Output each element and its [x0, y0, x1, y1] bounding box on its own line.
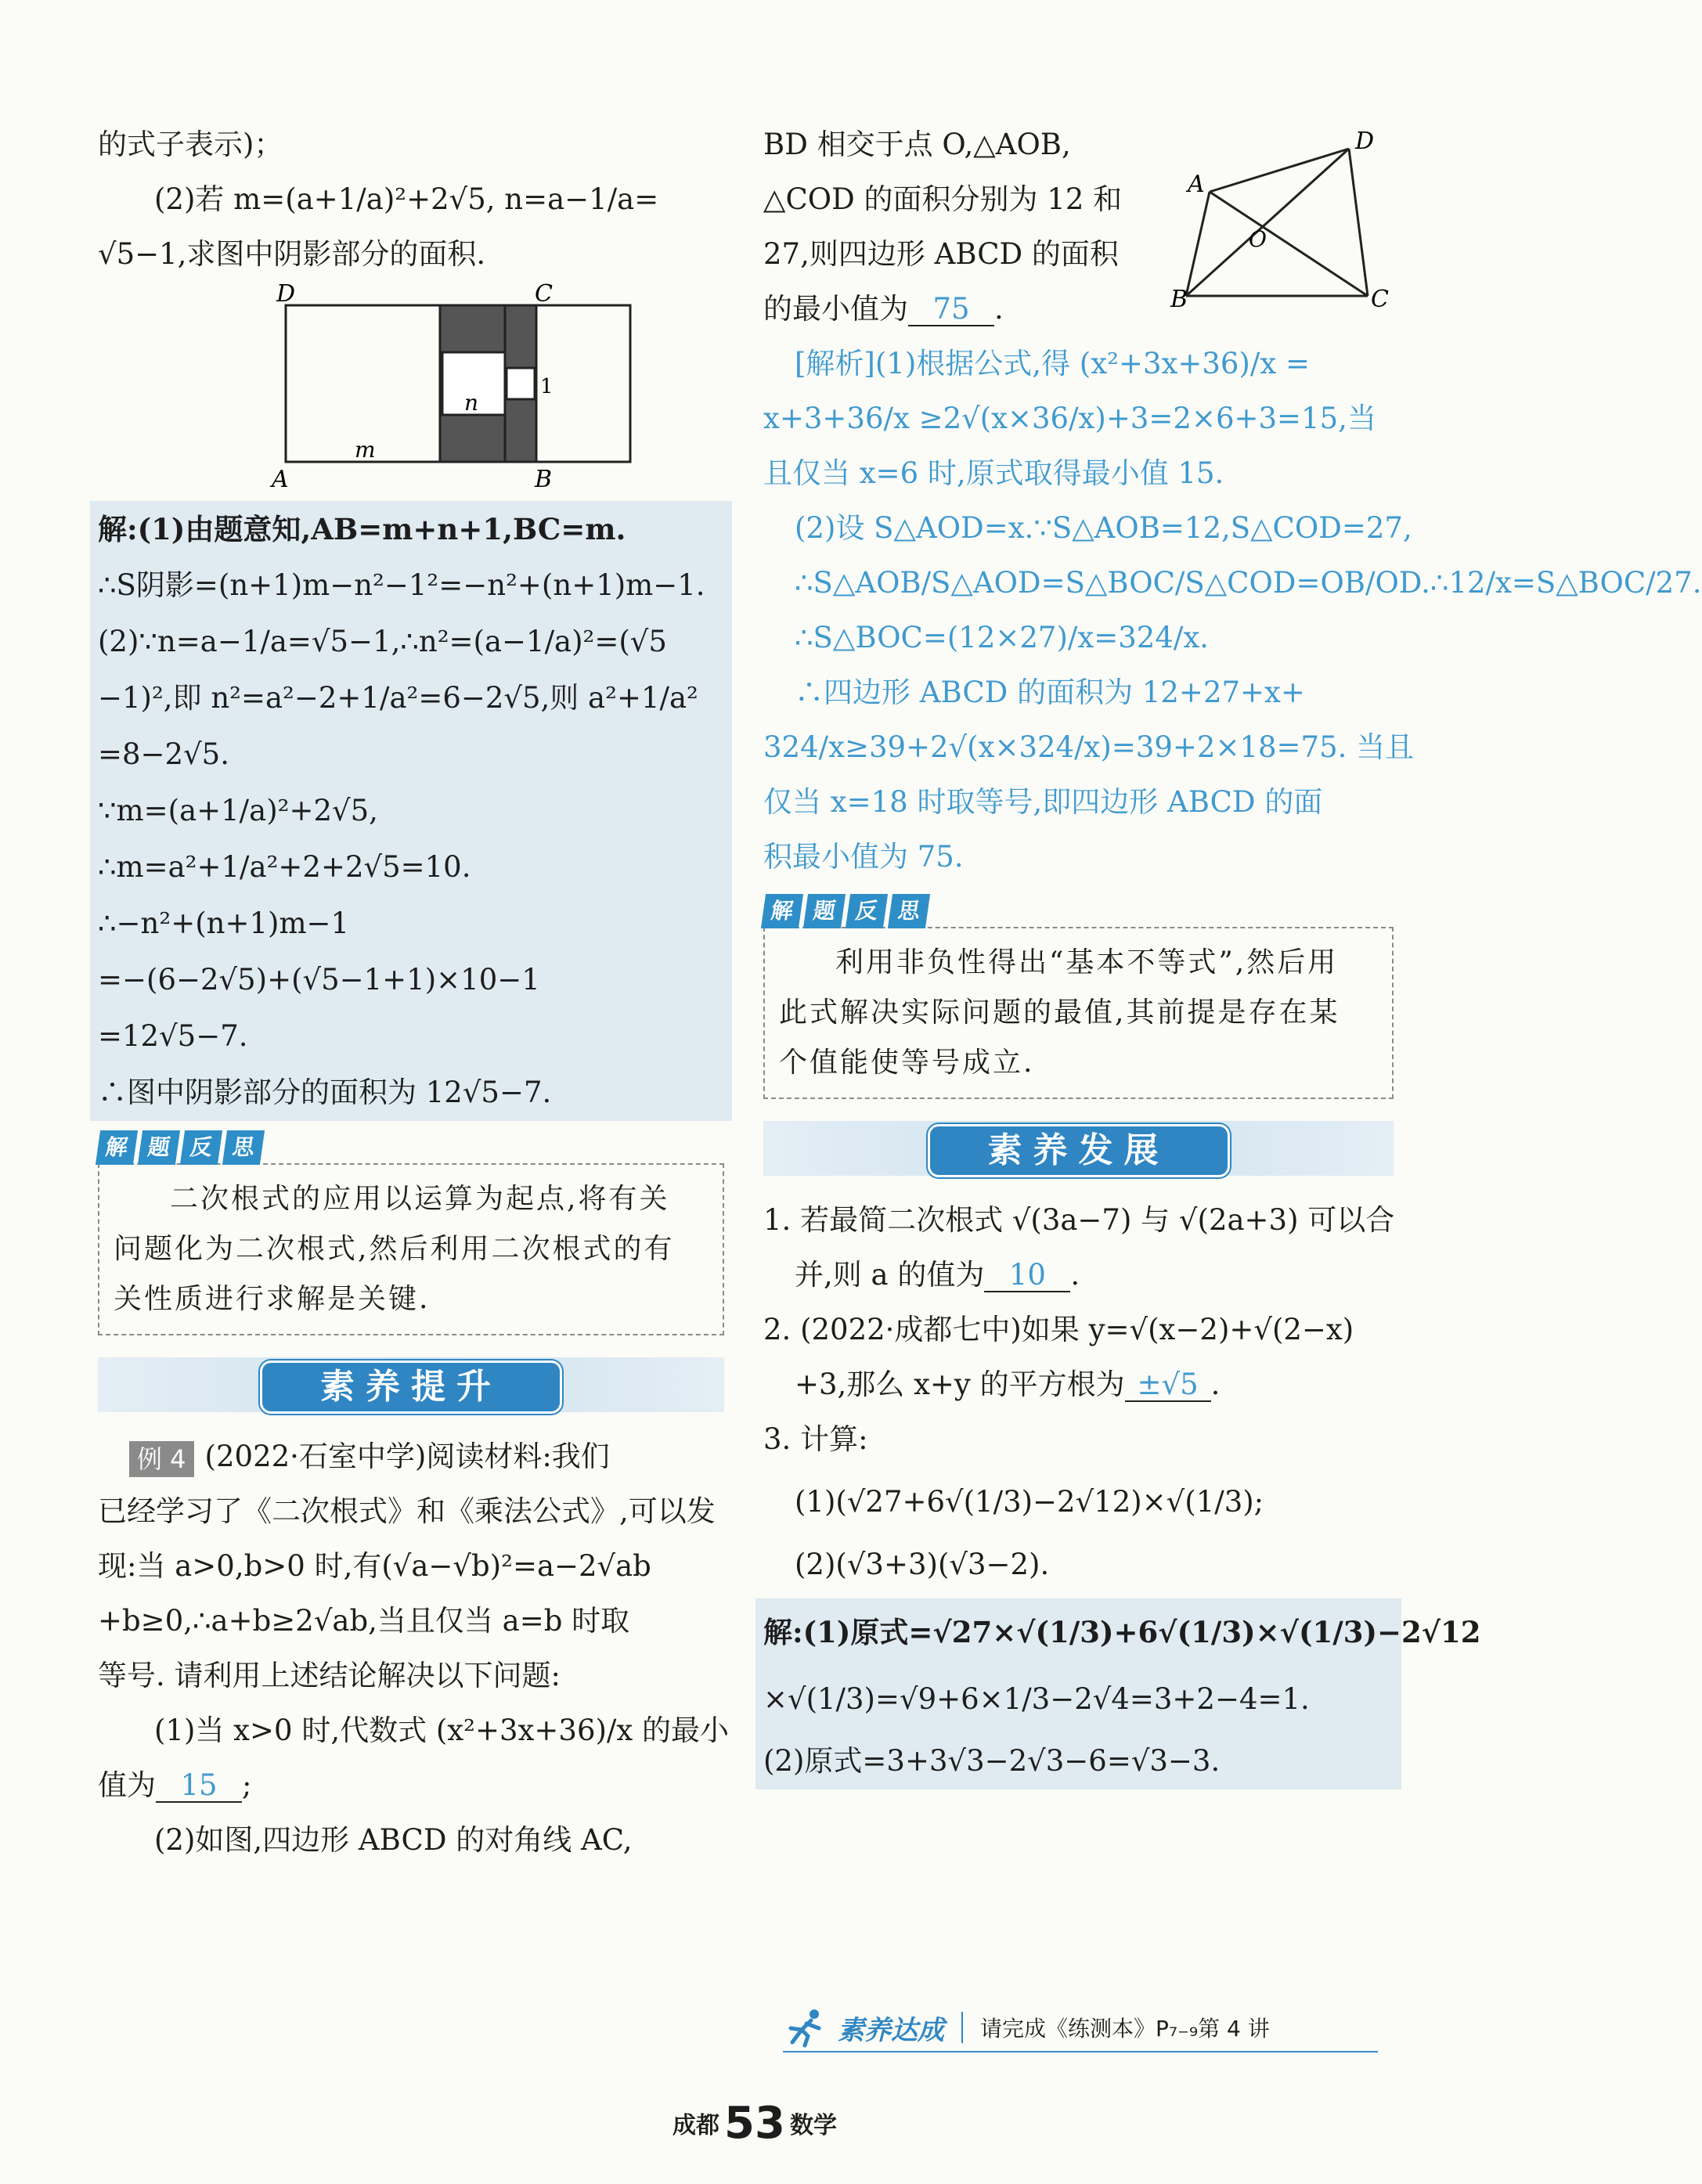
example-line: 等号. 请利用上述结论解决以下问题: [98, 1659, 561, 1692]
solution-line: (2)∵n=a−1/a=√5−1,∴n²=(a−1/a)²=(√5 [98, 625, 667, 658]
answer-prefix: 值为 [98, 1768, 156, 1802]
subject-label: 数学 [789, 2112, 837, 2139]
label-O: O [1249, 226, 1267, 252]
runner-icon [783, 2008, 830, 2047]
answer-blank: 10 [984, 1260, 1070, 1292]
answer-suffix: . [994, 292, 1004, 326]
label-n: n [464, 390, 479, 416]
solution-line: =−(6−2√5)+(√5−1+1)×10−1 [98, 963, 540, 996]
answer-prefix: +3,那么 x+y 的平方根为 [795, 1368, 1125, 1401]
label-C: C [1371, 286, 1389, 313]
solution-line: ∴m=a²+1/a²+2+2√5=10. [98, 850, 471, 884]
problem-line: 2. (2022·成都七中)如果 y=√(x−2)+√(2−x) [763, 1313, 1354, 1346]
solution-line: ×√(1/3)=√9+6×1/3−2√4=3+2−4=1. [763, 1682, 1310, 1716]
label-m: m [355, 437, 376, 463]
analysis-line: 仅当 x=18 时取等号,即四边形 ABCD 的面 [763, 785, 1323, 819]
solution-line: ∴S阴影=(n+1)m−n²−1²=−n²+(n+1)m−1. [98, 568, 705, 602]
problem-line: 3. 计算: [763, 1422, 868, 1456]
label-B: B [535, 466, 553, 493]
answer-prefix: 并,则 a 的值为 [795, 1258, 985, 1292]
heading-char: 题 [138, 1130, 180, 1165]
page-number: 53 [724, 2098, 785, 2149]
section-banner [763, 1121, 1394, 1176]
analysis-line: x+3+36/x ≥2√(x×36/x)+3=2×6+3=15,当 [763, 402, 1376, 435]
reflection-line: 关性质进行求解是关键. [114, 1283, 431, 1315]
example-tag: 例 4 [129, 1441, 194, 1477]
reflection-line: 问题化为二次根式,然后利用二次根式的有 [114, 1233, 675, 1265]
left-column [98, 117, 730, 1868]
solution-line: (2)原式=3+3√3−2√3−6=√3−3. [763, 1744, 1221, 1778]
banner-title: 素养提升 [260, 1360, 562, 1414]
heading-char: 思 [222, 1130, 265, 1165]
reflection-box [763, 927, 1394, 1099]
text-line: √5−1,求图中阴影部分的面积. [98, 237, 486, 271]
solution-block [755, 1598, 1481, 1789]
label-A: A [1188, 171, 1205, 198]
solution-line: ∴图中阴影部分的面积为 12√5−7. [98, 1076, 552, 1109]
solution-line: =12√5−7. [98, 1019, 248, 1053]
heading-char: 解 [96, 1130, 138, 1165]
analysis-line: 且仅当 x=6 时,原式取得最小值 15. [763, 456, 1224, 490]
heading-char: 解 [761, 894, 803, 928]
label-1: 1 [540, 375, 554, 398]
footer-text: 请完成《练测本》P₇₋₉第 4 讲 [980, 2016, 1270, 2042]
analysis-block [763, 337, 1702, 885]
footer-bar [783, 2004, 1378, 2052]
analysis-line: ∴四边形 ABCD 的面积为 12+27+x+ [795, 676, 1305, 709]
rectangle-figure [98, 282, 724, 501]
text-line: (2)若 m=(a+1/a)²+2√5, n=a−1/a= [154, 182, 659, 216]
answer-prefix: 的最小值为 [763, 292, 908, 326]
answer-suffix: . [1210, 1368, 1221, 1401]
answer-suffix: . [1070, 1258, 1080, 1292]
answer-blank: ±√5 [1125, 1369, 1211, 1402]
problem-line: (2)(√3+3)(√3−2). [795, 1548, 1050, 1581]
right-column [763, 117, 1702, 1789]
example-line: +b≥0,∴a+b≥2√ab,当且仅当 a=b 时取 [98, 1604, 630, 1638]
example-line: (2)如图,四边形 ABCD 的对角线 AC, [154, 1823, 633, 1857]
label-A: A [272, 466, 289, 493]
rectangle-diagram [98, 282, 724, 501]
solution-line: 解:(1)由题意知,AB=m+n+1,BC=m. [98, 512, 626, 546]
quadrilateral-diagram [1170, 117, 1390, 321]
analysis-line: 积最小值为 75. [763, 840, 964, 874]
label-B: B [1170, 286, 1188, 313]
solution-line: ∵m=(a+1/a)²+2√5, [98, 794, 378, 827]
reflection-heading [98, 1130, 724, 1165]
problem-line: (1)(√27+6√(1/3)−2√12)×√(1/3); [795, 1485, 1264, 1519]
reflection-box [98, 1163, 724, 1335]
analysis-line: ∴S△AOB/S△AOD=S△BOC/S△COD=OB/OD.∴12/x=S△BOC/27. [795, 566, 1702, 600]
reflection-heading [763, 894, 1394, 928]
section-banner [98, 1357, 724, 1412]
example-line: 现:当 a>0,b>0 时,有(√a−√b)²=a−2√ab [98, 1549, 651, 1583]
solution-line: =8−2√5. [98, 737, 229, 771]
example-line: (1)当 x>0 时,代数式 (x²+3x+36)/x 的最小 [154, 1714, 730, 1747]
heading-char: 思 [888, 894, 930, 928]
example-line: 已经学习了《二次根式》和《乘法公式》,可以发 [98, 1494, 716, 1528]
answer-line [763, 1248, 1394, 1303]
example-line [98, 1429, 724, 1484]
heading-char: 题 [803, 894, 846, 928]
heading-char: 反 [180, 1130, 222, 1165]
label-C: C [535, 280, 553, 308]
footer-brand: 素养达成 [838, 2014, 944, 2046]
solution-line: 解:(1)原式=√27×√(1/3)+6√(1/3)×√(1/3)−2√12 [763, 1615, 1481, 1649]
example-text: (2022·石室中学)阅读材料:我们 [204, 1440, 610, 1473]
footer-divider [961, 2012, 963, 2043]
label-D: D [276, 280, 296, 308]
analysis-line: (2)设 S△AOD=x.∵S△AOB=12,S△COD=27, [795, 511, 1412, 545]
text-line: △COD 的面积分别为 12 和 [763, 182, 1123, 216]
analysis-line: [解析](1)根据公式,得 (x²+3x+36)/x = [795, 347, 1310, 380]
reflection-line: 个值能使等号成立. [779, 1047, 1035, 1079]
reflection-line: 利用非负性得出“基本不等式”,然后用 [835, 946, 1339, 978]
text-line: 27,则四边形 ABCD 的面积 [763, 237, 1119, 271]
solution-line: −1)²,即 n²=a²−2+1/a²=6−2√5,则 a²+1/a² [98, 681, 698, 715]
reflection-line: 二次根式的应用以运算为起点,将有关 [170, 1183, 670, 1215]
solution-block [90, 501, 732, 1121]
text-line: BD 相交于点 O,△AOB, [763, 128, 1071, 161]
analysis-line: 324/x≥39+2√(x×324/x)=39+2×18=75. 当且 [763, 730, 1415, 764]
problem-line: 1. 若最简二次根式 √(3a−7) 与 √(2a+3) 可以合 [763, 1203, 1395, 1237]
page-number-area [0, 2098, 1509, 2149]
label-D: D [1355, 128, 1375, 155]
heading-char: 反 [846, 894, 888, 928]
answer-suffix: ; [242, 1768, 252, 1802]
solution-line: ∴−n²+(n+1)m−1 [98, 906, 350, 940]
city-label: 成都 [673, 2112, 720, 2139]
answer-line [763, 1357, 1394, 1412]
answer-blank: 15 [156, 1770, 242, 1803]
answer-blank: 75 [908, 294, 994, 326]
text-line: 的式子表示)； [98, 128, 283, 161]
reflection-line: 此式解决实际问题的最值,其前提是存在某 [779, 996, 1340, 1029]
question-with-figure [763, 117, 1394, 337]
answer-line [98, 1758, 724, 1813]
banner-title: 素养发展 [928, 1124, 1230, 1177]
analysis-line: ∴S△BOC=(12×27)/x=324/x. [795, 621, 1209, 654]
